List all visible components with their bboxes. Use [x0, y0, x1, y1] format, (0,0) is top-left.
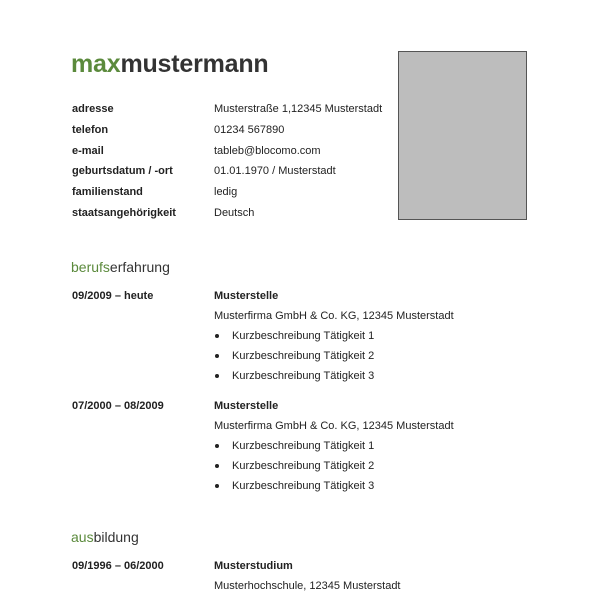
- personal-value: Deutsch: [214, 206, 255, 219]
- entry-body: [214, 289, 534, 389]
- personal-value: tableb@blocomo.com: [214, 144, 321, 157]
- personal-label: staatsangehörigkeit: [72, 206, 176, 219]
- personal-label: adresse: [72, 103, 114, 115]
- section-title-rest: erfahrung: [109, 259, 170, 275]
- entry-bullets: [214, 439, 534, 499]
- entry-date: 09/1996 – 06/2000: [72, 560, 164, 572]
- entry-company: Musterfirma GmbH & Co. KG, 12345 Musterstadt: [214, 420, 454, 432]
- bullet-item: Kurzbeschreibung Tätigkeit 1: [214, 439, 534, 459]
- entry-date: 07/2000 – 08/2009: [72, 400, 164, 412]
- bullet-item: Kurzbeschreibung Tätigkeit 3: [214, 479, 534, 499]
- entry-title: Musterstudium: [214, 560, 293, 572]
- personal-label: telefon: [72, 123, 109, 136]
- name-last: mustermann: [120, 50, 269, 78]
- section-title-accent: berufs: [71, 259, 110, 275]
- entry-title: Musterstelle: [214, 400, 279, 412]
- resume-name: [71, 49, 268, 79]
- personal-label: e-mail: [72, 144, 104, 157]
- entry-bullets: [214, 329, 534, 389]
- photo-placeholder: [398, 51, 527, 220]
- bullet-item: Kurzbeschreibung Tätigkeit 3: [214, 369, 534, 389]
- bullet-item: Kurzbeschreibung Tätigkeit 2: [214, 349, 534, 369]
- personal-value: 01234 567890: [214, 123, 285, 136]
- name-first: max: [71, 50, 121, 78]
- personal-label: familienstand: [72, 186, 143, 199]
- personal-value: Musterstraße 1,12345 Musterstadt: [214, 103, 383, 115]
- entry-company: Musterfirma GmbH & Co. KG, 12345 Musterstadt: [214, 310, 454, 322]
- section-title-education: [71, 528, 139, 546]
- personal-value: ledig: [214, 186, 238, 199]
- entry-body: [214, 559, 534, 599]
- entry-company: Musterhochschule, 12345 Musterstadt: [214, 580, 401, 592]
- personal-label: geburtsdatum / -ort: [72, 165, 173, 178]
- entry-date: 09/2009 – heute: [72, 290, 154, 302]
- personal-value: 01.01.1970 / Musterstadt: [214, 165, 336, 178]
- bullet-item: Kurzbeschreibung Tätigkeit 1: [214, 329, 534, 349]
- bullet-item: Kurzbeschreibung Tätigkeit 2: [214, 459, 534, 479]
- section-title-accent: aus: [71, 529, 94, 545]
- entry-body: [214, 399, 534, 499]
- entry-title: Musterstelle: [214, 290, 279, 302]
- section-title-work-experience: [71, 258, 170, 276]
- section-title-rest: bildung: [93, 529, 139, 545]
